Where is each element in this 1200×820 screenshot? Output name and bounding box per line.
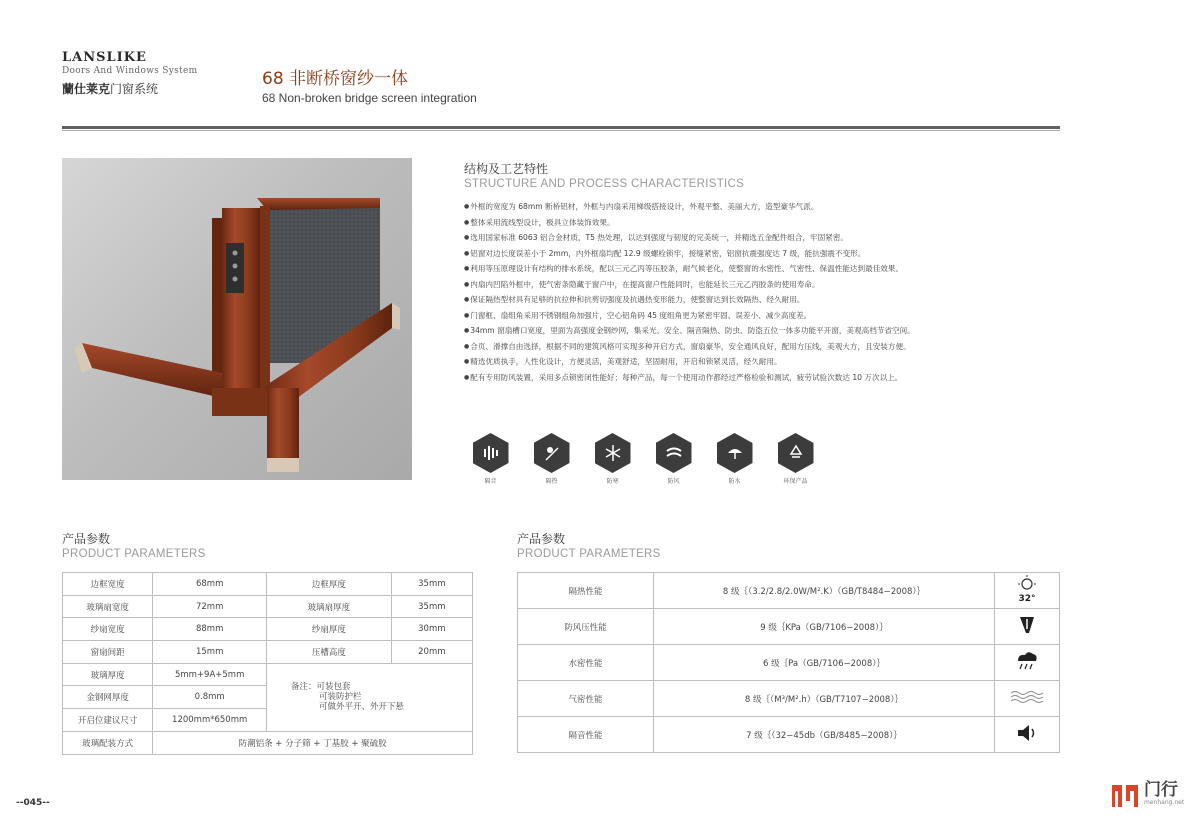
watermark-en: menhang.net bbox=[1144, 799, 1185, 806]
table-cell: 开启位建议尺寸 bbox=[63, 709, 153, 732]
feature-item: ● 合页、滑撑自由选择，根据不同的建筑风格可实现多种开启方式，窗扇豪华，安全通风良好，配用方压线，美观大方，且安装方便。 bbox=[464, 339, 1024, 355]
icon-label: 防寒 bbox=[606, 478, 619, 485]
table-cell: 0.8mm bbox=[153, 686, 267, 709]
table-row bbox=[518, 717, 1060, 753]
structure-heading-en: STRUCTURE AND PROCESS CHARACTERISTICS bbox=[464, 178, 745, 190]
icon-label: 隔热 bbox=[545, 478, 558, 485]
feature-item: ● 配有专用防风装置，采用多点锁密闭性能好；每种产品，每一个使用动作都经过严格检验和测试，疲劳试验次数达 10 万次以上。 bbox=[464, 370, 1024, 386]
table-cell: 边框厚度 bbox=[267, 573, 392, 596]
waterproof-icon bbox=[717, 433, 753, 473]
icon-eco-product bbox=[765, 433, 826, 485]
table-row bbox=[63, 618, 473, 641]
brand-cn-rest: 门窗系统 bbox=[110, 82, 159, 96]
airflow-waves-icon bbox=[995, 681, 1060, 717]
feature-item: ● 选用国家标准 6063 铝合金材质，T5 热处理，以达到强度与韧度的完美统一，并精选五金配件组合，牢固紧密。 bbox=[464, 230, 1024, 246]
page-title bbox=[262, 64, 477, 105]
table-row bbox=[63, 663, 473, 686]
params-note bbox=[267, 663, 473, 731]
structure-heading bbox=[464, 160, 744, 190]
title-en: 68 Non-broken bridge screen integration bbox=[262, 91, 477, 105]
icon-label: 隔音 bbox=[484, 478, 497, 485]
table-cell: 72mm bbox=[153, 595, 267, 618]
header-divider-thin bbox=[62, 130, 1060, 131]
feature-icon-row bbox=[460, 433, 826, 485]
table-cell: 隔音性能 bbox=[518, 717, 654, 753]
feature-list bbox=[464, 199, 1024, 385]
table-cell: 20mm bbox=[391, 641, 472, 664]
table-cell: 隔热性能 bbox=[518, 573, 654, 609]
table-row bbox=[63, 641, 473, 664]
params-right-heading-cn: 产品参数 bbox=[517, 532, 566, 546]
brand-tagline: Doors And Windows System bbox=[62, 66, 198, 76]
table-row bbox=[518, 645, 1060, 681]
table-cell: 6 级｛Pa（GB/7106−2008）｝ bbox=[654, 645, 995, 681]
icon-antifreeze bbox=[582, 433, 643, 485]
table-cell: 1200mm*650mm bbox=[153, 709, 267, 732]
table-cell: 玻璃配装方式 bbox=[63, 731, 153, 754]
eco-product-icon bbox=[778, 433, 814, 473]
soundproof-icon bbox=[473, 433, 509, 473]
feature-item: ● 外框的宽度为 68mm 断桥铝材，外框与内扇采用梯级搭接设计，外观平整、美丽大方，造型豪华气派。 bbox=[464, 199, 1024, 215]
icon-heat-insulation bbox=[521, 433, 582, 485]
table-cell: 金钢网厚度 bbox=[63, 686, 153, 709]
brand-block bbox=[62, 50, 197, 97]
params-left-heading-en: PRODUCT PARAMETERS bbox=[62, 548, 206, 560]
note-line: 备注：可装包套 bbox=[291, 682, 351, 693]
brand-name: LANSLIKE bbox=[62, 50, 147, 65]
table-cell: 8 级｛（M³/M².h）（GB/T7107−2008）｝ bbox=[654, 681, 995, 717]
header-divider bbox=[62, 126, 1060, 129]
table-cell: 压槽高度 bbox=[267, 641, 392, 664]
feature-item: ● 内扇内凹陷外框中，使气密条隐藏于窗户中，在提高窗户性能同时，也能延长三元乙丙胶条的使用寿命。 bbox=[464, 277, 1024, 293]
structure-heading-cn: 结构及工艺特性 bbox=[464, 162, 549, 176]
table-row bbox=[518, 609, 1060, 645]
temperature-32-icon bbox=[995, 573, 1060, 609]
table-row bbox=[63, 573, 473, 596]
params-right-heading bbox=[517, 530, 661, 560]
watermark bbox=[1110, 781, 1184, 811]
feature-item: ● 整体采用流线型设计，极具立体装饰效果。 bbox=[464, 215, 1024, 231]
feature-item: ● 34mm 窗扇槽口宽度，里面为高强度金钢纱网，集采光、安全、隔音隔热、防虫、防盗五位一体多功能平开窗，美观高档节省空间。 bbox=[464, 323, 1024, 339]
table-cell: 防风压性能 bbox=[518, 609, 654, 645]
table-cell: 纱扇厚度 bbox=[267, 618, 392, 641]
icon-label: 防风 bbox=[667, 478, 680, 485]
params-right-heading-en: PRODUCT PARAMETERS bbox=[517, 548, 661, 560]
table-cell: 水密性能 bbox=[518, 645, 654, 681]
table-row bbox=[518, 573, 1060, 609]
table-row bbox=[63, 595, 473, 618]
params-right-table bbox=[517, 572, 1060, 753]
table-cell: 玻璃扇厚度 bbox=[267, 595, 392, 618]
note-line: 可做外平开、外开下悬 bbox=[319, 702, 405, 713]
icon-soundproof bbox=[460, 433, 521, 485]
table-cell: 防潮铝条 + 分子筛 + 丁基胶 + 聚硫胶 bbox=[153, 731, 473, 754]
table-cell: 9 级｛KPa（GB/7106−2008）｝ bbox=[654, 609, 995, 645]
feature-item: ● 铝窗对边长度误差小于 2mm，内外框扇均配 12.9 级螺栓锁牢，接缝紧密，铝窗抗震强度达 7 级，能抗强震不变形。 bbox=[464, 246, 1024, 262]
feature-item: ● 保证隔热型材具有足够的抗拉伸和抗剪切强度及抗遇热变形能力，使整窗达到长效隔热、经久耐用。 bbox=[464, 292, 1024, 308]
params-left-heading-cn: 产品参数 bbox=[62, 532, 111, 546]
icon-windproof bbox=[643, 433, 704, 485]
table-cell: 88mm bbox=[153, 618, 267, 641]
feature-item: ● 利用等压原理设计有结构的排水系统，配以三元乙丙等压胶条，耐气候老化，使整窗的水密性、气密性、保温性能达到最佳效果。 bbox=[464, 261, 1024, 277]
antifreeze-icon bbox=[595, 433, 631, 473]
table-cell: 玻璃厚度 bbox=[63, 663, 153, 686]
table-cell: 边框宽度 bbox=[63, 573, 153, 596]
page-number: --045-- bbox=[16, 798, 50, 808]
table-row bbox=[518, 681, 1060, 717]
product-photo bbox=[62, 158, 412, 480]
table-cell: 35mm bbox=[391, 573, 472, 596]
title-cn: 68 非断桥窗纱一体 bbox=[262, 69, 409, 89]
icon-waterproof bbox=[704, 433, 765, 485]
table-cell: 气密性能 bbox=[518, 681, 654, 717]
speaker-icon bbox=[995, 717, 1060, 753]
table-cell: 纱扇宽度 bbox=[63, 618, 153, 641]
windproof-icon bbox=[656, 433, 692, 473]
feature-item: ● 精选优质执手，人性化设计，方便灵活，美观舒适，坚固耐用，开启和锁紧灵活，经久耐用。 bbox=[464, 354, 1024, 370]
table-cell: 7 级｛（32−45db（GB/8485−2008）｝ bbox=[654, 717, 995, 753]
temperature-value: 32° bbox=[1018, 594, 1036, 604]
note-line: 可装防护栏 bbox=[319, 692, 362, 703]
table-cell: 68mm bbox=[153, 573, 267, 596]
table-cell: 8 级｛（3.2/2.8/2.0W/M².K）（GB/T8484−2008）｝ bbox=[654, 573, 995, 609]
icon-label: 环保产品 bbox=[783, 478, 808, 485]
table-cell: 30mm bbox=[391, 618, 472, 641]
table-cell: 玻璃扇宽度 bbox=[63, 595, 153, 618]
brand-cn bbox=[62, 80, 197, 97]
watermark-logo-icon bbox=[1110, 781, 1140, 811]
heat-insulation-icon bbox=[534, 433, 570, 473]
table-cell: 窗扇间距 bbox=[63, 641, 153, 664]
table-cell: 35mm bbox=[391, 595, 472, 618]
watermark-text bbox=[1144, 781, 1184, 806]
table-cell: 15mm bbox=[153, 641, 267, 664]
wind-pressure-icon bbox=[995, 609, 1060, 645]
feature-item: ● 门窗框、扇组角采用不锈钢组角加强片，空心铝角码 45 度组角更为紧密牢固、误差小、减少高度差。 bbox=[464, 308, 1024, 324]
table-cell: 5mm+9A+5mm bbox=[153, 663, 267, 686]
watermark-cn: 门行 bbox=[1144, 780, 1178, 800]
params-left-heading bbox=[62, 530, 206, 560]
window-profile-illustration bbox=[62, 158, 412, 480]
icon-label: 防水 bbox=[728, 478, 741, 485]
params-left-table bbox=[62, 572, 473, 755]
table-row bbox=[63, 731, 473, 754]
rain-cloud-icon bbox=[995, 645, 1060, 681]
brand-cn-bold: 蘭仕莱克 bbox=[62, 82, 111, 96]
